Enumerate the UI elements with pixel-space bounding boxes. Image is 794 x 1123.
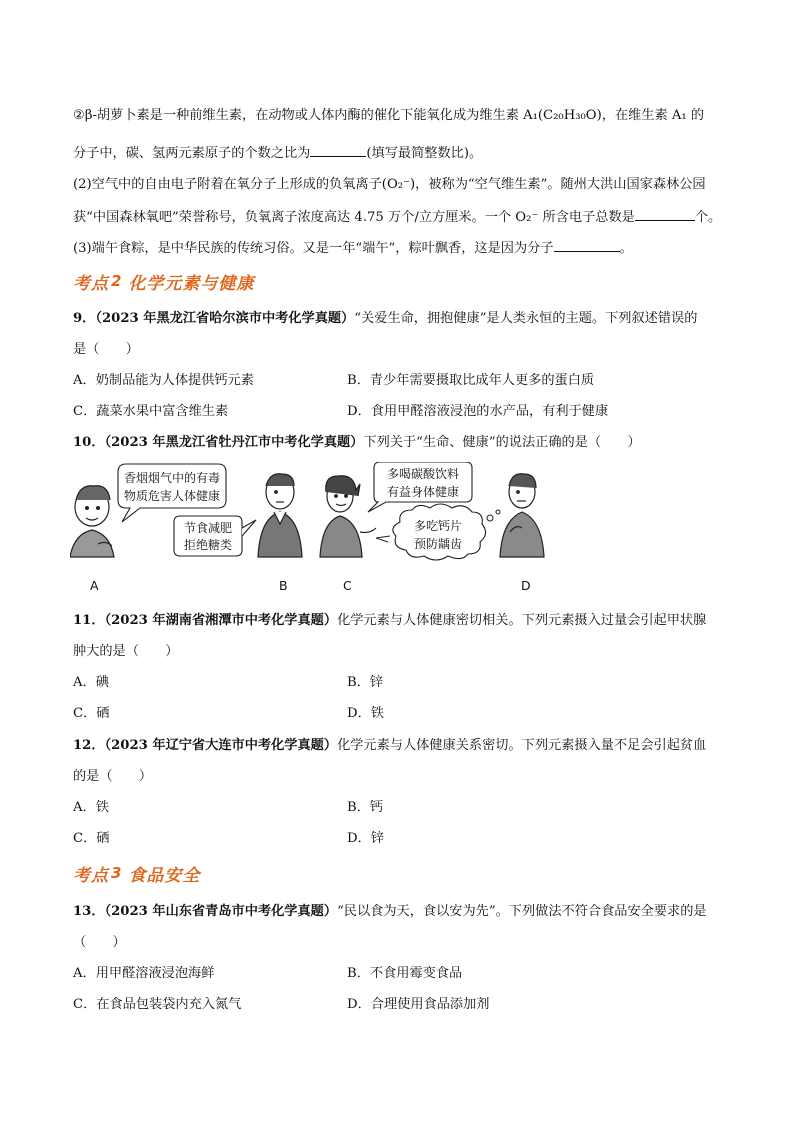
question-12-stem2: 的是（ ） <box>73 769 153 784</box>
option-c[interactable]: C．硒 <box>73 706 110 721</box>
intro-text-3: (2)空气中的自由电子附着在氧分子上形成的负氧离子(O₂⁻)，被称为“空气维生素”。随州大洪山国家森林公园 <box>73 177 706 192</box>
question-9 <box>73 309 697 329</box>
question-number: 12． <box>73 738 105 753</box>
option-b[interactable]: B．青少年需要摄取比成年人更多的蛋白质 <box>347 373 595 388</box>
question-stem: “民以食为天，食以安为先”。下列做法不符合食品安全要求的是 <box>337 904 707 919</box>
section-title: 食品安全 <box>128 865 201 886</box>
intro-line-1 <box>73 106 704 126</box>
intro-text-1: ②β-胡萝卜素是一种前维生素，在动物或人体内酶的催化下能氧化成为维生素 A₁(C₂₀H₃₀O)，在维生素 A₁ 的 <box>73 108 705 123</box>
bubble-b-line-2: 拒绝糖类 <box>183 538 233 552</box>
question-10 <box>73 433 641 453</box>
option-d[interactable]: D．合理使用食品添加剂 <box>347 997 490 1012</box>
intro-line-4 <box>73 206 721 228</box>
option-d[interactable]: D．锌 <box>347 831 384 846</box>
question-13-stem2: （ ） <box>73 935 126 950</box>
question-stem: “关爱生命，拥抱健康”是人类永恒的主题。下列叙述错误的 <box>354 311 698 326</box>
intro-line-3 <box>73 175 706 195</box>
section-number: 3 <box>111 864 123 882</box>
option-d[interactable]: D．铁 <box>347 706 384 721</box>
section-title: 化学元素与健康 <box>128 273 255 294</box>
bubble-c-line-1: 多喝碳酸饮料 <box>386 467 460 481</box>
question-source: （2023 年辽宁省大连市中考化学真题） <box>104 738 338 753</box>
question-stem: 下列关于“生命、健康”的说法正确的是（ ） <box>363 435 641 450</box>
option-c[interactable]: C．硒 <box>73 831 110 846</box>
person-c <box>320 476 376 557</box>
option-b[interactable]: B．钙 <box>347 800 384 815</box>
answer-blank[interactable] <box>635 206 695 221</box>
question-9-stem2: 是（ ） <box>73 342 139 357</box>
answer-blank[interactable] <box>310 142 366 157</box>
bubble-b-line-1: 节食减肥 <box>183 521 233 535</box>
option-d[interactable]: D．食用甲醛溶液浸泡的水产品，有利于健康 <box>347 404 609 419</box>
answer-blank[interactable] <box>554 237 620 252</box>
speech-bubble-b <box>174 516 256 556</box>
bubble-a-line-1: 香烟烟气中的有毒 <box>123 471 221 485</box>
figure-label-d: D <box>521 578 531 593</box>
bubble-d-line-1: 多吃钙片 <box>413 519 463 533</box>
bubble-a-line-2: 物质危害人体健康 <box>123 489 221 503</box>
bubble-c-line-2: 有益身体健康 <box>386 485 460 499</box>
question-source: （2023 年湖南省湘潭市中考化学真题） <box>104 613 338 628</box>
option-b[interactable]: B．不食用霉变食品 <box>347 966 463 981</box>
intro-text-5b: 。 <box>619 241 633 256</box>
thought-bubble-d <box>376 504 500 560</box>
option-a[interactable]: A．奶制品能为人体提供钙元素 <box>73 373 254 388</box>
question-13 <box>73 902 707 922</box>
option-b[interactable]: B．锌 <box>347 675 384 690</box>
question-number: 10． <box>73 435 105 450</box>
option-a[interactable]: A．铁 <box>73 800 109 815</box>
question-number: 11． <box>73 613 105 628</box>
question-source: （2023 年黑龙江省哈尔滨市中考化学真题） <box>95 311 355 326</box>
figure-label-b: B <box>279 578 288 593</box>
option-c[interactable]: C．蔬菜水果中富含维生素 <box>73 404 229 419</box>
question-source: （2023 年黑龙江省牡丹江市中考化学真题） <box>104 435 364 450</box>
section-prefix: 考点 <box>73 865 109 886</box>
question-stem: 化学元素与人体健康密切相关。下列元素摄入过量会引起甲状腺 <box>337 613 707 628</box>
question-number: 13． <box>73 904 105 919</box>
question-12 <box>73 736 706 756</box>
bubble-d-line-2: 预防龋齿 <box>413 537 463 551</box>
question-11-stem2: 肿大的是（ ） <box>73 644 179 659</box>
question-11 <box>73 611 706 631</box>
intro-text-2a: 分子中，碳、氢两元素原子的个数之比为 <box>73 146 311 161</box>
option-a[interactable]: A．碘 <box>73 675 109 690</box>
intro-line-2 <box>73 142 482 164</box>
question-stem: 化学元素与人体健康关系密切。下列元素摄入量不足会引起贫血 <box>337 738 707 753</box>
intro-text-4b: 个。 <box>694 210 722 225</box>
figure-label-a: A <box>90 578 99 593</box>
section-heading-2 <box>73 268 254 294</box>
intro-line-5 <box>73 237 633 259</box>
intro-text-2b: (填写最简整数比)。 <box>366 146 483 161</box>
section-prefix: 考点 <box>73 273 109 294</box>
person-b <box>258 474 302 557</box>
question-number: 9． <box>73 311 96 326</box>
person-a <box>70 486 114 557</box>
figure-label-c: C <box>343 578 352 593</box>
intro-text-4a: 获“中国森林氧吧”荣誉称号，负氧离子浓度高达 4.75 万个/立方厘米。一个 O₂⁻ 所含电子总数是 <box>73 210 635 225</box>
section-number: 2 <box>111 272 123 290</box>
option-a[interactable]: A．用甲醛溶液浸泡海鲜 <box>73 966 215 981</box>
speech-bubble-c <box>368 462 472 512</box>
question-source: （2023 年山东省青岛市中考化学真题） <box>104 904 338 919</box>
cartoon-illustration <box>70 462 610 572</box>
option-c[interactable]: C．在食品包装袋内充入氮气 <box>73 997 242 1012</box>
person-d <box>500 474 544 557</box>
speech-bubble-a <box>118 464 226 522</box>
section-heading-3 <box>73 860 200 886</box>
intro-text-5a: (3)端午食粽，是中华民族的传统习俗。又是一年“端午”，粽叶飘香，这是因为分子 <box>73 241 554 256</box>
